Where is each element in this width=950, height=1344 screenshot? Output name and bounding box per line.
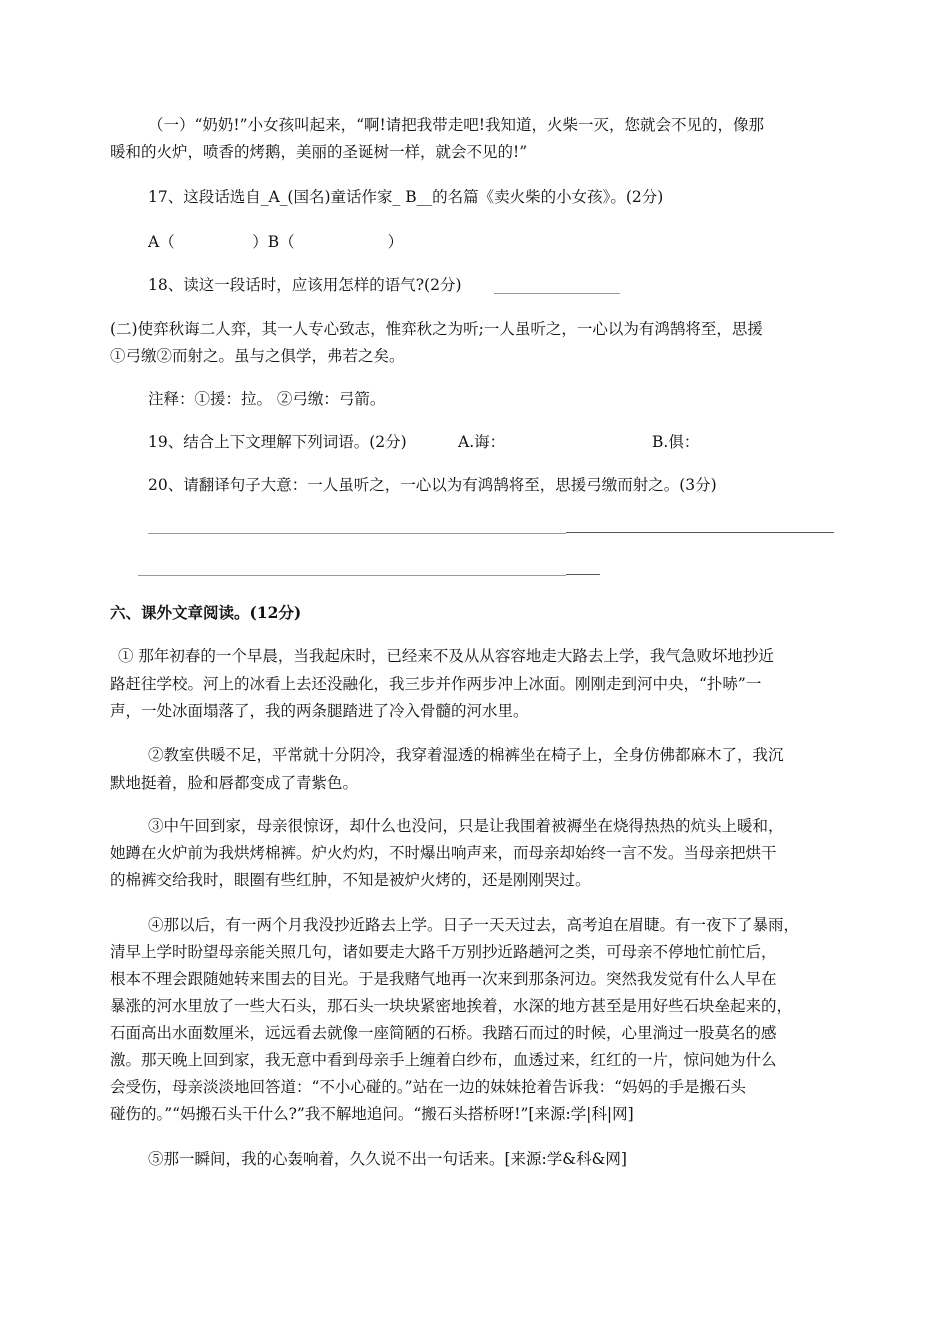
p1-line3: 声，一处冰面塌落了，我的两条腿踏进了冷入骨髓的河水里。 bbox=[110, 702, 529, 720]
p3-line2: 她蹲在火炉前为我烘烤棉裤。炉火灼灼，不时爆出响声来，而母亲却始终一言不发。当母亲把烘干 bbox=[110, 844, 777, 862]
question-20-answer-line-2b bbox=[566, 574, 600, 575]
question-18: 18、读这一段话时，应该用怎样的语气?(2分) bbox=[148, 276, 462, 294]
question-20-answer-line-2a bbox=[138, 575, 566, 576]
p3-line3: 的棉裤交给我时，眼圈有些红肿，不知是被炉火烤的，还是刚刚哭过。 bbox=[110, 871, 591, 889]
passage2-note: 注释：①援：拉。 ②弓缴：弓箭。 bbox=[148, 390, 386, 408]
question-20-answer-line-1b bbox=[566, 532, 834, 533]
p1-line1: ① 那年初春的一个早晨，当我起床时，已经来不及从从容容地走大路去上学，我气急败坏地抄近 bbox=[118, 647, 774, 665]
passage2-line2: ①弓缴②而射之。虽与之俱学，弗若之矣。 bbox=[110, 347, 405, 365]
p4-line8: 碰伤的。”“妈搬石头干什么?”我不解地追问。“搬石头搭桥呀!”[来源:学|科|网] bbox=[110, 1105, 634, 1123]
p2-line1: ②教室供暖不足，平常就十分阴冷，我穿着湿透的棉裤坐在椅子上，全身仿佛都麻木了，我沉 bbox=[148, 746, 784, 764]
question-20: 20、请翻译句子大意：一人虽听之，一心以为有鸿鹄将至，思援弓缴而射之。(3分) bbox=[148, 476, 717, 494]
question-18-answer-blank bbox=[494, 293, 620, 294]
passage2-line1: (二)使弈秋诲二人弈，其一人专心致志，惟弈秋之为听;一人虽听之，一心以为有鸿鹄将至，思援 bbox=[110, 320, 763, 338]
p5-line1: ⑤那一瞬间，我的心轰响着，久久说不出一句话来。[来源:学&科&网] bbox=[148, 1150, 627, 1168]
p3-line1: ③中午回到家，母亲很惊讶，却什么也没问，只是让我围着被褥坐在烧得热热的炕头上暖和， bbox=[148, 817, 784, 835]
question-17: 17、这段话选自_A_(国名)童话作家_ B__的名篇《卖火柴的小女孩》。(2分) bbox=[148, 188, 664, 206]
passage1-line1: （一）“奶奶!”小女孩叫起来，“啊!请把我带走吧!我知道，火柴一灭，您就会不见的，像那 bbox=[148, 116, 764, 134]
p4-line6: 激。那天晚上回到家，我无意中看到母亲手上缠着白纱布，血透过来，红红的一片，惊问她为什么 bbox=[110, 1051, 777, 1069]
p2-line2: 默地挺着，脸和唇都变成了青紫色。 bbox=[110, 774, 359, 792]
section-6-heading: 六、课外文章阅读。(12分) bbox=[110, 603, 302, 622]
question-19: 19、结合上下文理解下列词语。(2分) bbox=[148, 433, 407, 451]
p4-line1: ④那以后，有一两个月我没抄近路去上学。日子一天天过去，高考迫在眉睫。有一夜下了暴雨， bbox=[148, 916, 800, 934]
question-20-answer-line-1a bbox=[148, 533, 566, 534]
p4-line4: 暴涨的河水里放了一些大石头，那石头一块块紧密地挨着，水深的地方甚至是用好些石块垒起来的， bbox=[110, 997, 793, 1015]
p1-line2: 路赶往学校。河上的冰看上去还没融化，我三步并作两步冲上冰面。刚刚走到河中央，“扑哧”一 bbox=[110, 675, 762, 693]
question-19-a: A.诲： bbox=[458, 433, 506, 451]
p4-line3: 根本不理会跟随她转来围去的目光。于是我赌气地再一次来到那条河边。突然我发觉有什么人早在 bbox=[110, 970, 777, 988]
p4-line5: 石面高出水面数厘米，远远看去就像一座简陋的石桥。我踏石而过的时候，心里淌过一股莫名的感 bbox=[110, 1024, 777, 1042]
passage1-line2: 暖和的火炉，喷香的烤鹅，美丽的圣诞树一样，就会不见的!” bbox=[110, 143, 528, 161]
p4-line2: 清早上学时盼望母亲能关照几句，诸如要走大路千万别抄近路趟河之类，可母亲不停地忙前忙后， bbox=[110, 943, 777, 961]
question-17-answer-line: A（ ）B（ ） bbox=[148, 233, 404, 251]
question-19-b: B.俱： bbox=[652, 433, 700, 451]
p4-line7: 会受伤，母亲淡淡地回答道：“不小心碰的。”站在一边的妹妹抢着告诉我：“妈妈的手是搬石头 bbox=[110, 1078, 747, 1096]
